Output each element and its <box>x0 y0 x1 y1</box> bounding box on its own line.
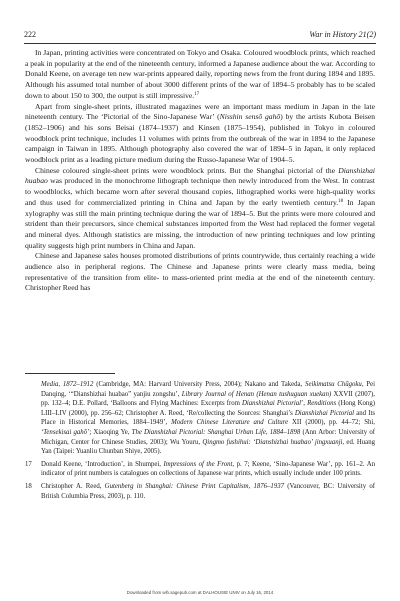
footnote-ref-18[interactable]: 18 <box>338 198 344 204</box>
footnote-number: 17 <box>25 460 32 468</box>
header-rule <box>24 43 376 44</box>
page-number: 222 <box>24 30 36 39</box>
footnotes <box>25 380 375 504</box>
article-body <box>25 48 375 294</box>
journal-title: War in History 21(2) <box>309 30 376 39</box>
footnote-rule <box>25 373 115 374</box>
download-footer: Downloaded from wih.sagepub.com at DALHOUSIE UNIV on July 16, 2014 <box>126 590 274 595</box>
footnote-number: 18 <box>25 482 32 490</box>
footnote-continuation: Media, 1872–1912 (Cambridge, MA: Harvard University Press, 2004); Nakano and Takeda, Seikimatsu Chūgoku, Pei Danqing, ‘“Dianshizhai huabao” yanjiu zongshu’, Library Journal of Henan (Henan tushuguan xuekan) XXVII (2007), pp. 132–4; D.E. Pollard, ‘Balloons and Flying Machines: Excerpts from Dianshizhai Pictorial’, Renditions (Hong Kong) LIII–LIV (2000), pp. 256–62; Christopher A. Reed, ‘Re/collecting the Sources: Shanghai’s Dianshizhai Pictorial and Its Place in Historical Memories, 1884–1949’, Modern Chinese Literature and Culture XII (2000), pp. 44–72; Shi, ‘Tensekisai gahō’; Xiaoqing Ye, The Dianshizhai Pictorial: Shanghai Urban Life, 1884–1898 (Ann Arbor: University of Michigan, Center for Chinese Studies, 2003); Wu Youru, Qingmo fushihui: ‘Dianshizhai huabao’ jingxuanji, ed. Huang Yan (Taipei: Yuanliu Chunban Shiye, 2005). <box>41 381 376 456</box>
footnote-17: 17 Donald Keene, ‘Introduction’, in Shumpei, Impressions of the Front, p. 7; Keene, ‘Sino-Japanese War’, pp. 161–2. An indicator of print numbers is catalogues on collections of Japanese war prints, which usually include under 100 prints. <box>25 460 376 478</box>
paragraph: Chinese and Japanese sales houses promoted distributions of prints countrywide, thus certainly reaching a wide audience also in peripheral regions. The Chinese and Japanese prints were clearly mass media, being representative of the transition from elite- to mass-oriented print media at the end of the nineteenth century. Christopher Reed has <box>25 251 375 293</box>
footnote-18: 18 Christopher A. Reed, Gutenberg in Shanghai: Chinese Print Capitalism, 1876–1937 (Vancouver, BC: University of British Columbia Press, 2003), p. 110. <box>25 482 375 500</box>
running-header <box>24 29 376 41</box>
footnote-ref-17[interactable]: 17 <box>194 91 200 97</box>
paragraph: Apart from single-sheet prints, illustrated magazines were an important mass medium in Japan in the late nineteenth century. The ‘Pictorial of the Sino-Japanese War’ (Nisshin sensō gahō) by the artists Kubota Beisen (1852–1906) and his sons Beisai (1874–1937) and Kinsen (1875–1954), published in Tokyo in coloured woodblock print technique, includes 11 volumes with prints from the outbreak of the war in 1894 to the Japanese campaign in Taiwan in 1895. Although photography also covered the war of 1894–5 in Japan, it only replaced woodblock print as a leading picture medium during the Russo-Japanese War of 1904–5. <box>25 101 375 165</box>
paragraph: Chinese coloured single-sheet prints were woodblock prints. But the Shanghai pictorial of the Dianshizhai huabao was produced in the monochrome lithograph technique then newly introduced from the West. In contrast to woodblocks, which became worn after several thousand copies, lithographed works were high-quality works and thus used for commercialized printing in China and Japan by the early twentieth century.$^{18}$ In Japan xylography was still the main printing technique during the war of 1894–5. But the prints were more coloured and strident than their precursors, since chemical substances imported from the West had replaced the former vegetal and mineral dyes. Although statistics are missing, the introduction of new printing techniques and low printing quality suggests high print numbers in China and Japan. <box>25 165 375 250</box>
paragraph: In Japan, printing activities were concentrated on Tokyo and Osaka. Coloured woodblock prints, which reached a peak in popularity at the end of the nineteenth century, informed a Japanese audience about the war. According to Donald Keene, on average ten new war-prints appeared daily, reporting news from the front during 1894 and 1895. Although his assumed total number of about 3000 different prints of the war of 1894–5 probably has to be scaled down to about 150 to 300, the output is still impressive.$^{17}$ <box>25 48 375 100</box>
